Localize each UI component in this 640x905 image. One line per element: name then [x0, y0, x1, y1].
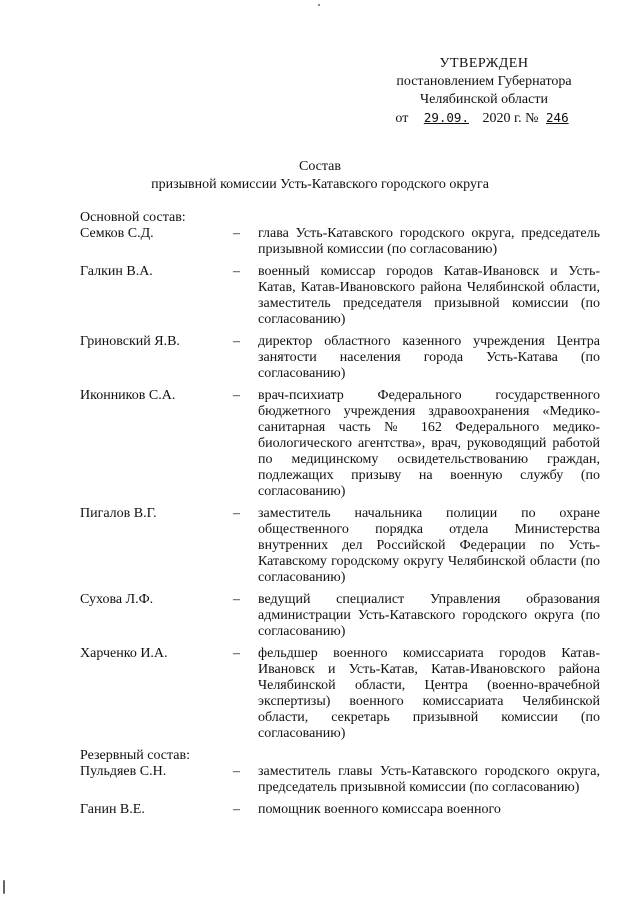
member-name: Иконников С.А.	[80, 388, 176, 403]
member-dash: –	[233, 764, 240, 779]
member-description: заместитель начальника полиции по охране общественного порядка отдела Министерства внутренних дел Российской Федерации по Усть-Катавскому городскому округу Челябинской области (по согласованию)	[258, 506, 600, 585]
member-description: военный комиссар городов Катав-Ивановск и Усть-Катав, Катав-Ивановского района Челябинской области, заместитель председателя призывной комиссии (по согласованию)	[258, 264, 600, 327]
scan-speck	[318, 4, 320, 6]
member-dash: –	[233, 264, 240, 279]
member-dash: –	[233, 388, 240, 403]
member-row	[80, 226, 600, 258]
member-name: Гриновский Я.В.	[80, 334, 180, 349]
member-description: заместитель главы Усть-Катавского городского округа, председатель призывной комиссии (по согласованию)	[258, 764, 600, 795]
approval-ot: от	[395, 111, 409, 126]
member-dash: –	[233, 334, 240, 349]
approval-date: 29.09.	[423, 110, 469, 125]
member-description: ведущий специалист Управления образования администрации Усть-Катавского городского округа (по согласованию)	[258, 592, 600, 639]
member-row	[80, 334, 600, 382]
member-row	[80, 264, 600, 328]
member-description: глава Усть-Катавского городского округа, председатель призывной комиссии (по согласованию)	[258, 226, 600, 257]
member-name: Галкин В.А.	[80, 264, 153, 279]
approval-line-2: Челябинской области	[420, 92, 548, 107]
approval-line-1: постановлением Губернатора	[396, 74, 572, 89]
member-name: Семков С.Д.	[80, 226, 154, 241]
approval-date-line	[374, 109, 594, 128]
member-dash: –	[233, 646, 240, 661]
member-dash: –	[233, 226, 240, 241]
approval-block	[374, 55, 594, 128]
member-row	[80, 592, 600, 640]
approval-year: 2020 г. №	[482, 111, 539, 126]
title-line-1: Состав	[298, 159, 341, 174]
member-dash: –	[233, 506, 240, 521]
member-row	[80, 388, 600, 500]
member-description: помощник военного комиссара военного	[258, 802, 501, 817]
approval-number: 246	[546, 110, 569, 125]
main-section-label: Основной состав:	[80, 210, 186, 225]
member-name: Пульдяев С.Н.	[80, 764, 167, 779]
member-row	[80, 646, 600, 742]
member-row	[80, 802, 600, 818]
main-members	[80, 226, 600, 742]
member-name: Ганин В.Е.	[80, 802, 145, 817]
member-dash: –	[233, 802, 240, 817]
member-name: Сухова Л.Ф.	[80, 592, 154, 607]
scan-edge-mark	[3, 880, 5, 894]
member-dash: –	[233, 592, 240, 607]
member-row	[80, 506, 600, 586]
member-description: фельдшер военного комиссариата городов Катав-Ивановск и Усть-Катав, Катав-Ивановского района Челябинской области, Центра (военно-врачебной экспертизы) военного комиссариата Челябинской области, секретарь призывной комиссии (по согласованию)	[258, 646, 600, 741]
commission-list	[80, 210, 600, 824]
approved-heading: УТВЕРЖДЕН	[439, 56, 529, 71]
title-line-2: призывной комиссии Усть-Катавского городского округа	[151, 177, 489, 192]
member-row	[80, 764, 600, 796]
member-name: Харченко И.А.	[80, 646, 168, 661]
reserve-section-label: Резервный состав:	[80, 748, 191, 763]
member-name: Пигалов В.Г.	[80, 506, 157, 521]
member-description: врач-психиатр Федерального государственного бюджетного учреждения здравоохранения «Медико-санитарная часть № 162 Федерального медико-биологического агентства», врач, руководящий работой по медицинскому освидетельствованию граждан, подлежащих призыву на военную службу (по согласованию)	[258, 388, 600, 499]
member-description: директор областного казенного учреждения Центра занятости населения города Усть-Катава (по согласованию)	[258, 334, 600, 381]
document-title	[0, 158, 640, 194]
reserve-members	[80, 764, 600, 818]
